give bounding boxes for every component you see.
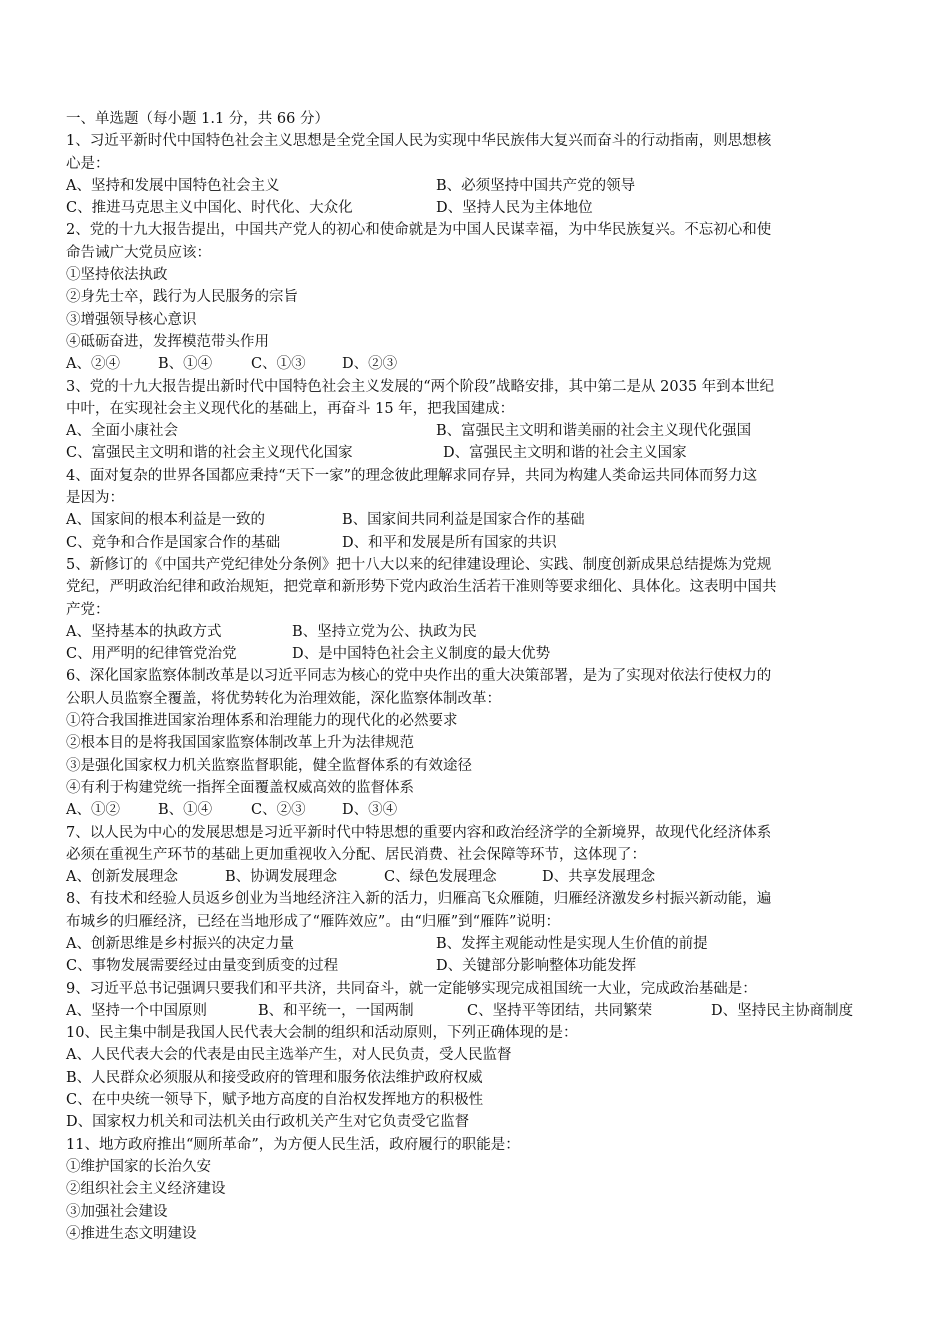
question-stem-line: 党纪，严明政治纪律和政治规矩，把党章和新形势下党内政治生活若干准则等要求细化、具体化。这表明中国共 — [66, 579, 777, 596]
question-8 — [66, 888, 886, 977]
question-stem-line: 2、党的十九大报告提出，中国共产党人的初心和使命就是为中国人民谋幸福，为中华民族复兴。不忘初心和使 — [66, 222, 772, 239]
option-d: D、是中国特色社会主义制度的最大优势 — [292, 646, 551, 663]
question-stem-line: 1、习近平新时代中国特色社会主义思想是全党全国人民为实现中华民族伟大复兴而奋斗的行动指南，则思想核 — [66, 133, 772, 150]
question-2 — [66, 219, 886, 375]
question-9 — [66, 978, 886, 1023]
question-10 — [66, 1022, 886, 1133]
statement-item: ③是强化国家权力机关监察监督职能，健全监督体系的有效途径 — [66, 757, 472, 774]
choice-row — [66, 353, 886, 375]
option-c: C、竞争和合作是国家合作的基础 — [66, 534, 281, 551]
choice-c: C、①③ — [251, 356, 306, 373]
choice-b: B、协调发展理念 — [225, 869, 338, 886]
choice-row — [66, 799, 886, 821]
choice-c: C、坚持平等团结，共同繁荣 — [467, 1002, 653, 1019]
question-stem-line: 6、深化国家监察体制改革是以习近平同志为核心的党中央作出的重大决策部署，是为了实现对依法行使权力的 — [66, 668, 772, 685]
choice-a: A、②④ — [66, 356, 120, 373]
question-5 — [66, 554, 886, 665]
choice-a: A、创新发展理念 — [66, 869, 178, 886]
option-row — [66, 197, 886, 219]
question-stem-line: 命告诫广大党员应该： — [66, 244, 211, 261]
exam-page — [66, 108, 886, 1245]
option-c: C、富强民主文明和谐的社会主义现代化国家 — [66, 445, 353, 462]
question-stem-line: 心是： — [66, 155, 110, 172]
section-title: 一、单选题（每小题 1.1 分，共 66 分） — [66, 111, 329, 127]
option-row — [66, 643, 886, 665]
statement-item: ②身先士卒，践行为人民服务的宗旨 — [66, 289, 298, 306]
option-b: B、发挥主观能动性是实现人生价值的前提 — [436, 935, 708, 952]
choice-row — [66, 866, 886, 888]
question-stem-line: 8、有技术和经验人员返乡创业为当地经济注入新的活力，归雁高飞众雁随，归雁经济激发乡村振兴新动能，遍 — [66, 891, 772, 908]
choice-b: B、①④ — [158, 802, 213, 819]
option-row — [66, 175, 886, 197]
choice-b: B、和平统一，一国两制 — [258, 1002, 414, 1019]
option-c: C、在中央统一领导下，赋予地方高度的自治权发挥地方的积极性 — [66, 1092, 484, 1109]
question-stem-line: 10、民主集中制是我国人民代表大会制的组织和活动原则，下列正确体现的是： — [66, 1025, 578, 1042]
option-c: C、事物发展需要经过由量变到质变的过程 — [66, 958, 339, 975]
option-a: A、全面小康社会 — [66, 423, 178, 440]
question-4 — [66, 465, 886, 554]
option-b: B、国家间共同利益是国家合作的基础 — [342, 512, 585, 529]
option-b: B、富强民主文明和谐美丽的社会主义现代化强国 — [436, 423, 752, 440]
statement-item: ③增强领导核心意识 — [66, 311, 197, 328]
statement-item: ①坚持依法执政 — [66, 267, 168, 284]
option-d: D、坚持人民为主体地位 — [436, 200, 593, 217]
choice-d: D、②③ — [342, 356, 398, 373]
option-d: D、关键部分影响整体功能发挥 — [436, 958, 637, 975]
statement-item: ④砥砺奋进，发挥模范带头作用 — [66, 333, 269, 350]
statement-item: ①维护国家的长治久安 — [66, 1158, 211, 1175]
option-row — [66, 420, 886, 442]
question-stem-line: 9、习近平总书记强调只要我们和平共济，共同奋斗，就一定能够实现完成祖国统一大业，完成政治基础是： — [66, 980, 757, 997]
question-stem-line: 4、面对复杂的世界各国都应秉持“天下一家”的理念彼此理解求同存异，共同为构建人类命运共同体而努力这 — [66, 467, 758, 484]
question-11 — [66, 1134, 886, 1245]
option-c: C、用严明的纪律管党治党 — [66, 646, 237, 663]
question-stem-line: 中叶，在实现社会主义现代化的基础上，再奋斗 15 年，把我国建成： — [66, 400, 515, 417]
option-c: C、推进马克思主义中国化、时代化、大众化 — [66, 200, 353, 217]
choice-c: C、绿色发展理念 — [384, 869, 497, 886]
option-row — [66, 933, 886, 955]
statement-item: ②根本目的是将我国国家监察体制改革上升为法律规范 — [66, 735, 414, 752]
option-b: B、必须坚持中国共产党的领导 — [436, 177, 636, 194]
statement-item: ④有利于构建党统一指挥全面覆盖权威高效的监督体系 — [66, 779, 414, 796]
choice-c: C、②③ — [251, 802, 306, 819]
option-a: A、人民代表大会的代表是由民主选举产生，对人民负责，受人民监督 — [66, 1047, 512, 1064]
choice-d: D、共享发展理念 — [542, 869, 656, 886]
option-row — [66, 621, 886, 643]
statement-item: ②组织社会主义经济建设 — [66, 1181, 226, 1198]
option-row — [66, 509, 886, 531]
choice-row — [66, 1000, 886, 1022]
option-row — [66, 955, 886, 977]
question-1 — [66, 130, 886, 219]
option-d: D、和平和发展是所有国家的共识 — [342, 534, 557, 551]
choice-b: B、①④ — [158, 356, 213, 373]
question-stem-line: 布城乡的归雁经济，已经在当地形成了“雁阵效应”。由“归雁”到“雁阵”说明： — [66, 913, 560, 930]
option-b: B、人民群众必须服从和接受政府的管理和服务依法维护政府权威 — [66, 1069, 483, 1086]
question-stem-line: 必须在重视生产环节的基础上更加重视收入分配、居民消费、社会保障等环节，这体现了： — [66, 846, 646, 863]
option-row — [66, 532, 886, 554]
option-row — [66, 442, 886, 464]
choice-a: A、坚持一个中国原则 — [66, 1002, 207, 1019]
question-stem-line: 3、党的十九大报告提出新时代中国特色社会主义发展的“两个阶段”战略安排，其中第二是从 2035 年到本世纪 — [66, 378, 775, 395]
question-7 — [66, 822, 886, 889]
question-stem-line: 是因为： — [66, 490, 124, 507]
statement-item: ①符合我国推进国家治理体系和治理能力的现代化的必然要求 — [66, 713, 458, 730]
option-a: A、创新思维是乡村振兴的决定力量 — [66, 935, 294, 952]
choice-d: D、坚持民主协商制度 — [711, 1002, 854, 1019]
option-b: B、坚持立党为公、执政为民 — [292, 623, 477, 640]
option-a: A、国家间的根本利益是一致的 — [66, 512, 265, 529]
question-stem-line: 11、地方政府推出“厕所革命”，为方便人民生活，政府履行的职能是： — [66, 1136, 520, 1153]
option-d: D、富强民主文明和谐的社会主义国家 — [443, 445, 687, 462]
question-stem-line: 7、以人民为中心的发展思想是习近平新时代中特思想的重要内容和政治经济学的全新境界，故现代化经济体系 — [66, 824, 772, 841]
question-stem-line: 公职人员监察全覆盖，将优势转化为治理效能，深化监察体制改革： — [66, 690, 501, 707]
statement-item: ③加强社会建设 — [66, 1203, 168, 1220]
question-stem-line: 5、新修订的《中国共产党纪律处分条例》把十八大以来的纪律建设理论、实践、制度创新成果总结提炼为党规 — [66, 556, 772, 573]
option-a: A、坚持和发展中国特色社会主义 — [66, 177, 280, 194]
question-3 — [66, 376, 886, 465]
statement-item: ④推进生态文明建设 — [66, 1225, 197, 1242]
question-6 — [66, 665, 886, 821]
choice-d: D、③④ — [342, 802, 398, 819]
option-a: A、坚持基本的执政方式 — [66, 623, 222, 640]
question-stem-line: 产党： — [66, 601, 110, 618]
choice-a: A、①② — [66, 802, 120, 819]
option-d: D、国家权力机关和司法机关由行政机关产生对它负责受它监督 — [66, 1114, 470, 1131]
